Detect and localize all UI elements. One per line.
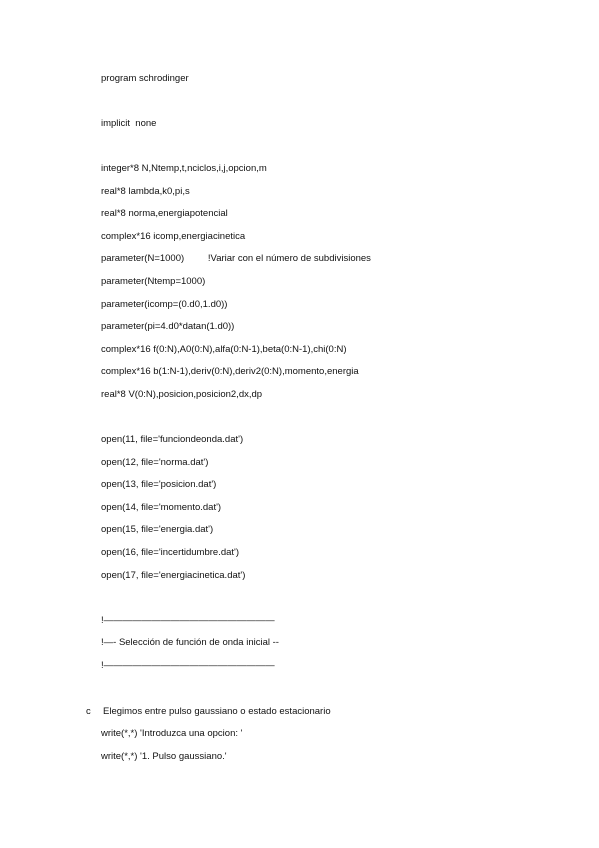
code-line: open(12, file='norma.dat'): [101, 457, 209, 468]
code-line: parameter(icomp=(0.d0,1.d0)): [101, 299, 228, 310]
code-line: parameter(pi=4.d0*datan(1.d0)): [101, 321, 235, 332]
code-line: write(*,*) 'Introduzca una opcion: ': [101, 728, 243, 739]
code-line: real*8 norma,energiapotencial: [101, 208, 228, 219]
code-line: real*8 V(0:N),posicion,posicion2,dx,dp: [101, 389, 263, 400]
code-line: open(11, file='funciondeonda.dat'): [101, 434, 244, 445]
code-line: parameter(N=1000) !Variar con el número de subdivisiones: [101, 253, 371, 264]
comment-line: Elegimos entre pulso gaussiano o estado estacionario: [103, 706, 331, 717]
code-line: program schrodinger: [101, 73, 189, 84]
comment-line: !——————————————————: [101, 660, 275, 671]
code-line: real*8 lambda,k0,pi,s: [101, 186, 190, 197]
comment-marker: c: [86, 706, 91, 717]
code-line: complex*16 icomp,energiacinetica: [101, 231, 246, 242]
code-line: parameter(Ntemp=1000): [101, 276, 206, 287]
code-line: open(16, file='incertidumbre.dat'): [101, 547, 240, 558]
code-line: open(17, file='energiacinetica.dat'): [101, 570, 246, 581]
comment-line: !—- Selección de función de onda inicial --: [101, 637, 279, 648]
code-line: complex*16 f(0:N),A0(0:N),alfa(0:N-1),beta(0:N-1),chi(0:N): [101, 344, 347, 355]
code-line: open(15, file='energia.dat'): [101, 524, 214, 535]
code-line: open(13, file='posicion.dat'): [101, 479, 217, 490]
code-line: complex*16 b(1:N-1),deriv(0:N),deriv2(0:N),momento,energia: [101, 366, 359, 377]
code-line: integer*8 N,Ntemp,t,nciclos,i,j,opcion,m: [101, 163, 267, 174]
code-line: implicit none: [101, 118, 157, 129]
code-line: open(14, file='momento.dat'): [101, 502, 222, 513]
code-line: write(*,*) '1. Pulso gaussiano.': [101, 751, 227, 762]
comment-line: !——————————————————: [101, 615, 275, 626]
